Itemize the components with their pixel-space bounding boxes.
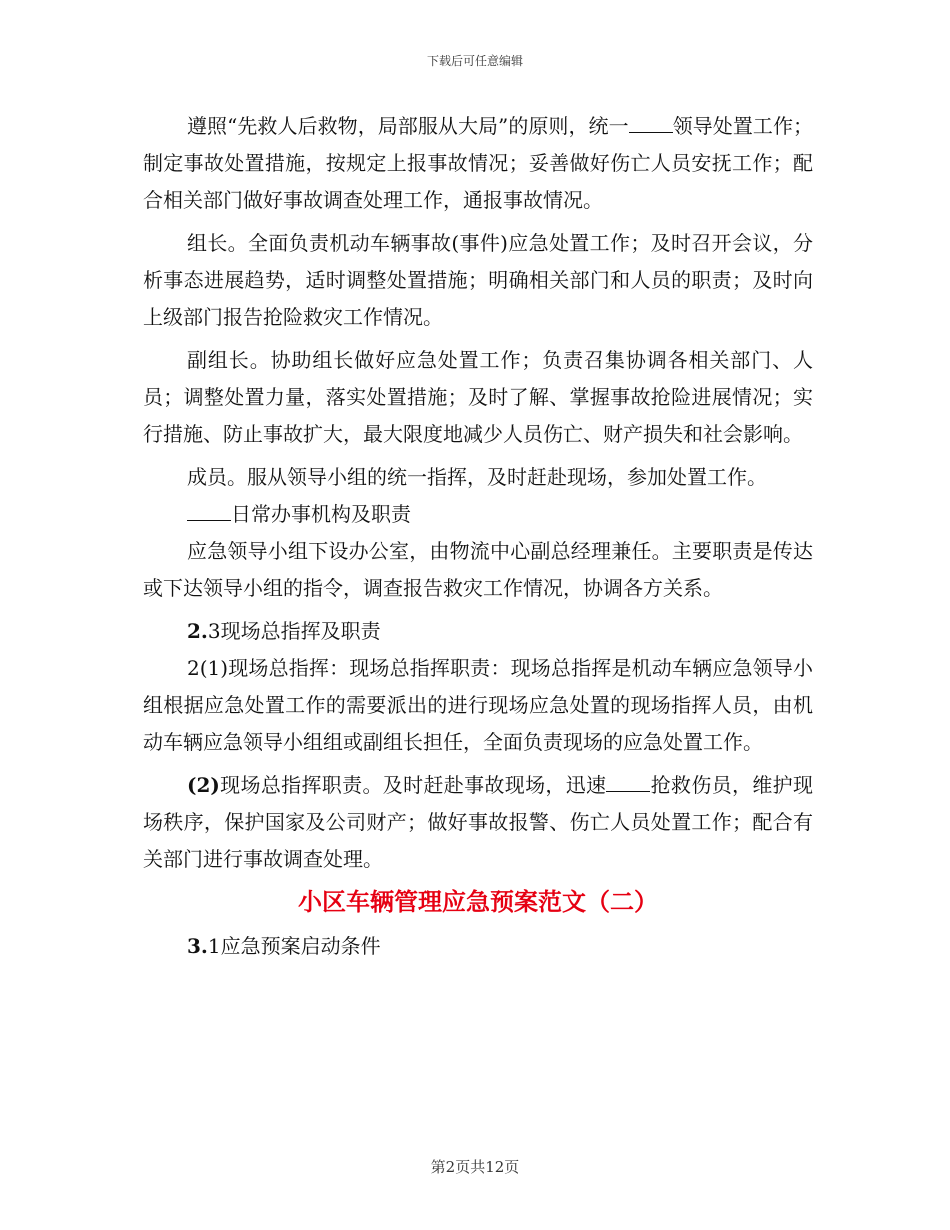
paragraph-site-commander: 2(1)现场总指挥：现场总指挥职责：现场总指挥是机动车辆应急领导小组根据应急处置工作的需要派出的进行现场应急处置的现场指挥人员，由机动车辆应急领导小组组或副组长担任，全面负责现场的应急处置工作。 (143, 656, 813, 754)
paragraph-office-duties: 应急领导小组下设办公室，由物流中心副总经理兼任。主要职责是传达或下达领导小组的指令，调查报告救灾工作情况，协调各方关系。 (143, 539, 813, 600)
blank-line (606, 773, 650, 792)
principle-text-end: 领导处置工作；制定事故处置措施，按规定上报事故情况；妥善做好伤亡人员安抚工作；配合相关部门做好事故调查处理工作，通报事故情况。 (143, 114, 814, 212)
section-heading-text: 3现场总指挥及职责 (207, 619, 381, 643)
paragraph-office-heading (143, 496, 813, 533)
section-number: 2. (187, 619, 208, 643)
document-body (143, 108, 813, 965)
commander-duties-end: 抢救伤员，维护现场秩序，保护国家及公司财产；做好事故报警、伤亡人员处置工作；配合有关部门进行事故调查处理。 (143, 773, 814, 871)
section-heading-3-1 (143, 928, 813, 965)
paragraph-commander-duties (143, 767, 813, 878)
page-footer: 第2页共12页 (430, 1158, 520, 1176)
section-number: 3. (187, 934, 208, 958)
paragraph-deputy-leader: 副组长。协助组长做好应急处置工作；负责召集协调各相关部门、人员；调整处置力量，落实处置措施；及时了解、掌握事故抢险进展情况；实行措施、防止事故扩大，最大限度地减少人员伤亡、财产损失和社会影响。 (143, 348, 813, 446)
paragraph-principle (143, 108, 813, 219)
paragraph-leader: 组长。全面负责机动车辆事故(事件)应急处置工作；及时召开会议，分析事态进展趋势，适时调整处置措施；明确相关部门和人员的职责；及时向上级部门报告抢险救灾工作情况。 (143, 231, 813, 329)
section-heading-text: 1应急预案启动条件 (207, 934, 381, 958)
item-number: (2) (187, 773, 220, 797)
commander-duties-start: 现场总指挥职责。及时赶赴事故现场，迅速 (219, 773, 607, 797)
blank-line (629, 114, 673, 133)
page-header: 下载后可任意编辑 (426, 54, 523, 68)
blank-line (187, 502, 231, 521)
section-title: 小区车辆管理应急预案范文（二） (298, 887, 658, 916)
principle-text-start: 遵照“先救人后救物，局部服从大局”的原则，统一 (187, 114, 629, 138)
office-heading-text: 日常办事机构及职责 (231, 502, 411, 526)
paragraph-members: 成员。服从领导小组的统一指挥，及时赶赴现场，参加处置工作。 (187, 465, 767, 489)
section-heading-2-3 (143, 613, 813, 650)
